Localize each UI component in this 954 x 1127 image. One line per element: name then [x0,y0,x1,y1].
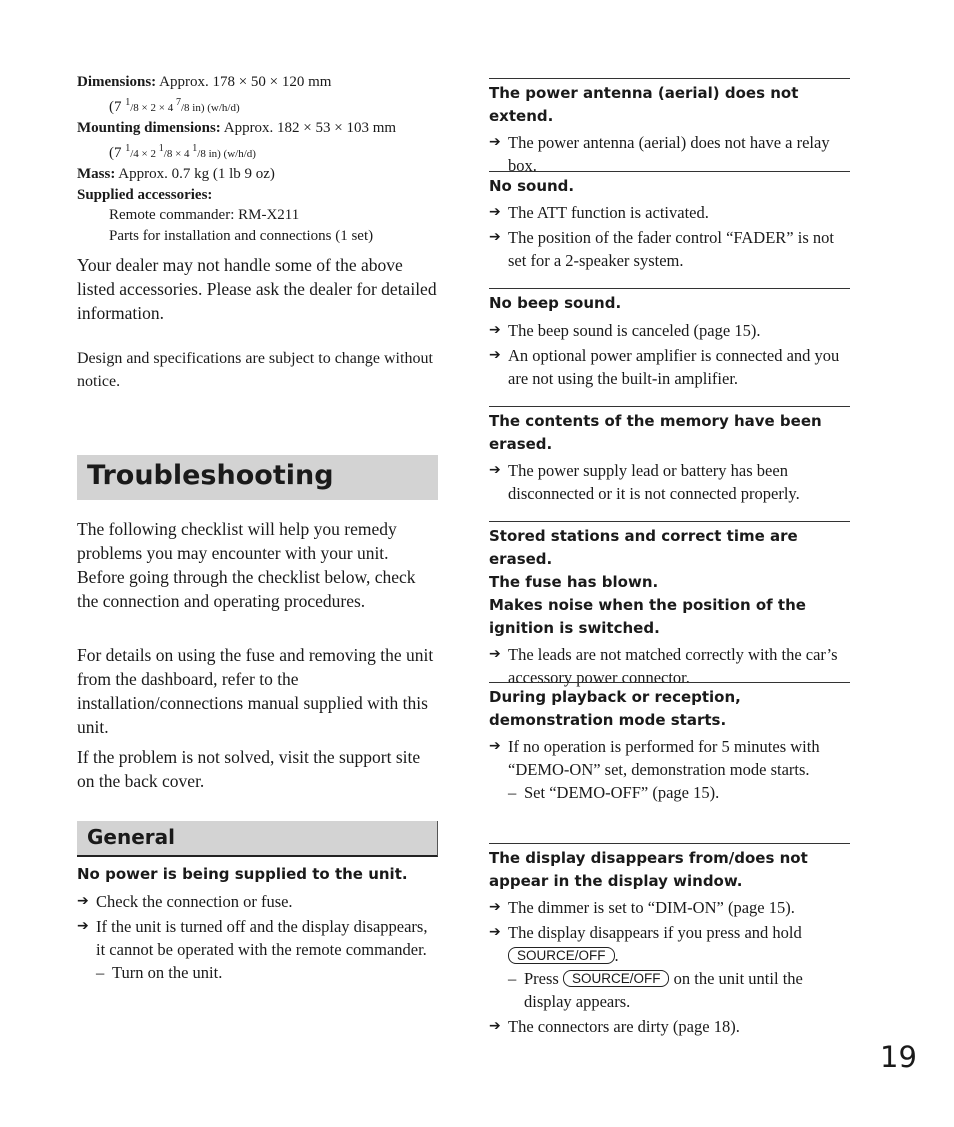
arrow-icon: ➔ [489,1018,501,1034]
spec-mounting [77,118,396,139]
spec-fraction-num: 1 [125,96,131,108]
spec-value: Approx. 178 × 50 × 120 mm [159,74,332,90]
list-item [489,226,850,272]
item-text: Set “DEMO-OFF” (page 15). [524,783,720,802]
item-text: The position of the fader control “FADER” is not set for a 2-speaker system. [508,228,834,270]
item-text: . [614,946,619,965]
item-text: If the unit is turned off and the display disappears, it cannot be operated with the remote commander. [96,917,428,959]
accessory-item: Remote commander: RM-X211 [109,207,300,223]
list-item [489,344,850,390]
specifications [77,72,396,246]
spec-mounting-inches [77,139,396,165]
intro-paragraph: If the problem is not solved, visit the support site on the back cover. [77,747,421,791]
spec-fraction-num: 1 [125,142,131,154]
item-text: The dimmer is set to “DIM-ON” (page 15). [508,898,795,917]
list-item [489,319,850,342]
intro-paragraph: For details on using the fuse and removing the unit from the dashboard, refer to the installation/connections manual supplied with this unit. [77,645,434,737]
sub-item [77,961,438,984]
sub-item [489,967,850,1013]
problem-title: No power is being supplied to the unit. [77,865,408,883]
list-item [489,896,850,919]
design-note: Design and specifications are subject to change without notice. [77,350,433,390]
problem-title: Makes noise when the position of the ignition is switched. [489,596,806,637]
item-text: The ATT function is activated. [508,203,709,222]
arrow-icon: ➔ [489,347,501,363]
problem-memory-erased [489,406,850,505]
spec-label: Dimensions: [77,74,157,90]
arrow-icon: ➔ [489,899,501,915]
item-text: If no operation is performed for 5 minutes with “DEMO-ON” set, demonstration mode starts. [508,737,820,779]
problem-title: Stored stations and correct time are erased. [489,527,798,568]
problem-display-disappears [489,843,850,1038]
source-off-button-label: SOURCE/OFF [563,970,670,987]
spec-label: Supplied accessories: [77,186,213,203]
dash-icon: – [96,963,105,982]
item-text: The leads are not matched correctly with the car’s accessory power connector. [508,645,838,687]
item-text: The power antenna (aerial) does not have a relay box. [508,133,830,175]
intro-paragraph: The following checklist will help you remedy problems you may encounter with your unit. Before going through the checklist below, check the connection and operating procedures. [77,519,416,611]
spec-text: /8 in) (w/h/d) [180,101,240,114]
problem-title: During playback or reception, demonstration mode starts. [489,688,741,729]
spec-text: (7 [109,98,126,115]
list-item [77,890,438,913]
arrow-icon: ➔ [489,924,501,940]
item-text: The beep sound is canceled (page 15). [508,321,761,340]
item-text: Press [524,969,559,988]
spec-label: Mass: [77,166,116,182]
arrow-icon: ➔ [77,893,89,909]
problem-demo-mode [489,682,850,804]
item-text: on the unit until the display appears. [524,969,803,1011]
spec-value: Approx. 182 × 53 × 103 mm [223,120,397,136]
general-heading: General [77,821,438,857]
spec-fraction-num: 1 [192,142,198,154]
problem-stored-stations [489,521,850,689]
spec-accessories [77,185,396,206]
problem-title: No beep sound. [489,294,622,312]
spec-text: /8 in) (w/h/d) [197,147,256,160]
problem-title: The display disappears from/does not appear in the display window. [489,849,808,890]
arrow-icon: ➔ [489,229,501,245]
arrow-icon: ➔ [489,204,501,220]
list-item [489,201,850,224]
list-item [489,735,850,781]
arrow-icon: ➔ [489,738,501,754]
spec-text: /8 × 2 × 4 [130,101,176,114]
arrow-icon: ➔ [489,646,501,662]
spec-text: /8 × 4 [163,147,193,160]
source-off-button-label: SOURCE/OFF [508,947,615,964]
spec-value: Approx. 0.7 kg (1 lb 9 oz) [118,166,275,182]
list-item [77,915,438,961]
accessory-item: Parts for installation and connections (1 set) [109,227,374,244]
list-item [489,459,850,505]
spec-label: Mounting dimensions: [77,120,221,136]
list-item [489,921,850,967]
problem-title: The contents of the memory have been erased. [489,412,822,453]
dash-icon: – [508,783,517,802]
problem-title: No sound. [489,177,575,195]
spec-text: (7 [109,144,126,161]
arrow-icon: ➔ [489,322,501,338]
item-text: Check the connection or fuse. [96,892,293,911]
list-item [489,1015,850,1038]
item-text: The connectors are dirty (page 18). [508,1017,740,1036]
spec-fraction-num: 7 [175,96,181,108]
item-text: The power supply lead or battery has been disconnected or it is not connected properly. [508,461,800,503]
spec-text: /4 × 2 [130,147,159,160]
problem-no-sound [489,171,850,272]
arrow-icon: ➔ [489,462,501,478]
spec-dimensions [77,72,396,93]
page-number: 19 [880,1040,917,1074]
item-text: An optional power amplifier is connected and you are not using the built-in amplifier. [508,346,840,388]
dash-icon: – [508,969,517,988]
item-text: Turn on the unit. [112,963,223,982]
item-text: The display disappears if you press and hold [508,923,802,942]
dealer-note: Your dealer may not handle some of the above listed accessories. Please ask the dealer for detailed information. [77,255,437,323]
arrow-icon: ➔ [77,918,89,934]
spec-dimensions-inches [77,93,396,119]
arrow-icon: ➔ [489,134,501,150]
problem-title: The fuse has blown. [489,573,659,591]
problem-title: The power antenna (aerial) does not extend. [489,84,799,125]
problem-antenna [489,78,850,177]
troubleshooting-heading: Troubleshooting [77,455,438,500]
spec-mass [77,164,396,185]
sub-item [489,781,850,804]
problem-no-beep [489,288,850,390]
spec-fraction-num: 1 [158,142,164,154]
general-problem [77,860,438,984]
